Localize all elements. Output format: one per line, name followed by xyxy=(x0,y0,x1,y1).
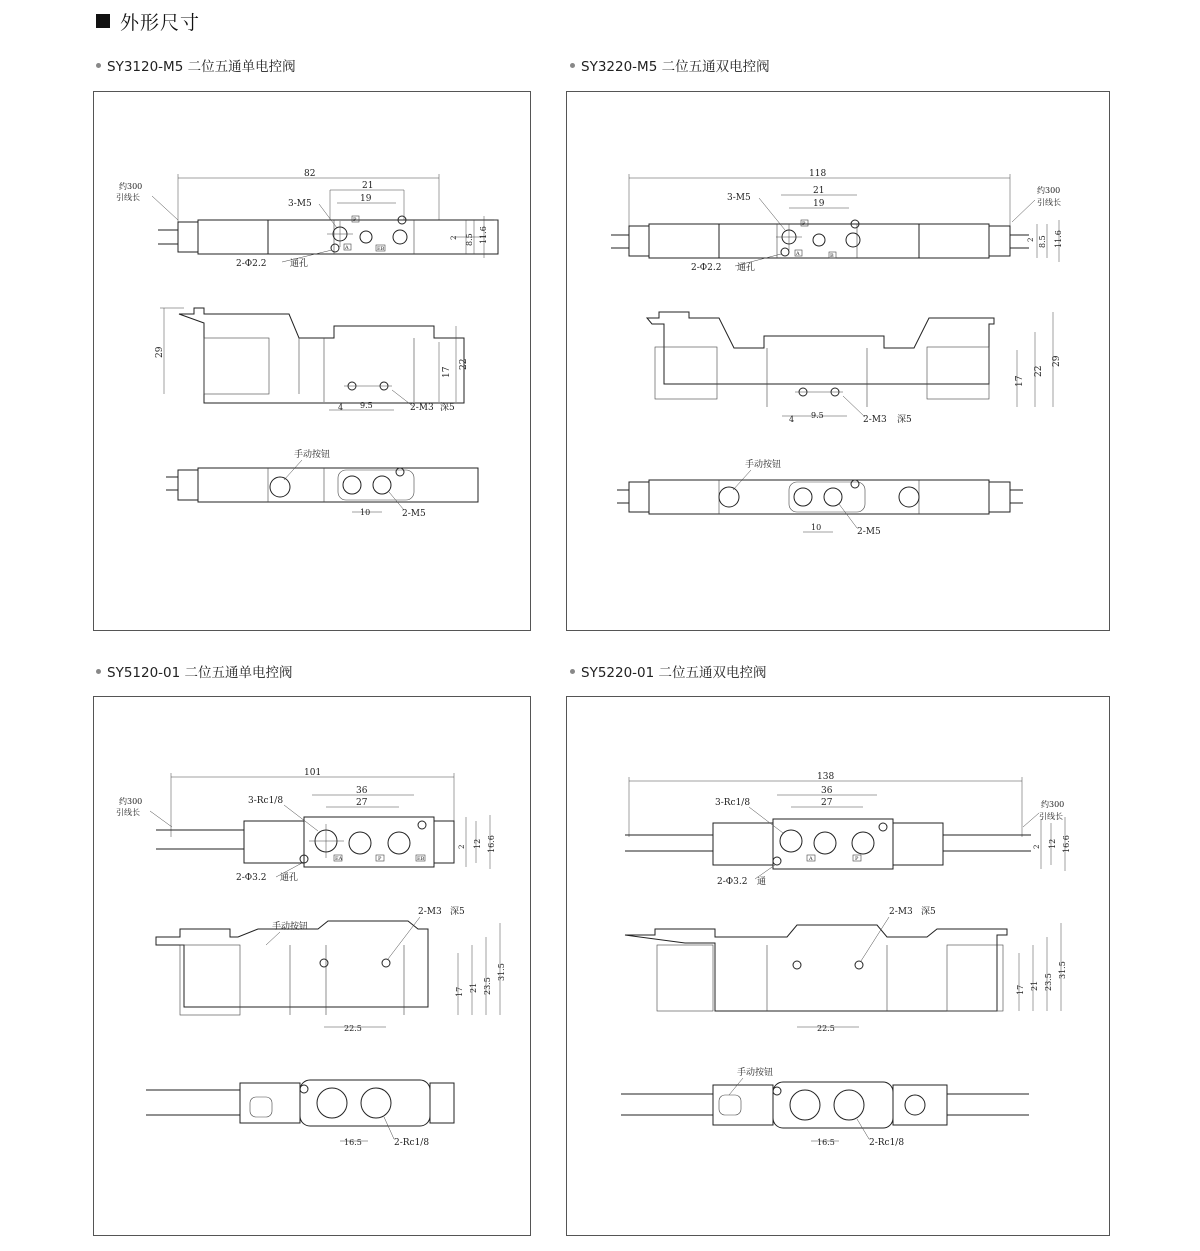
dim-overall: 82 xyxy=(304,169,316,179)
drawing-sy3220 xyxy=(567,92,1111,632)
svg-text:A: A xyxy=(796,251,800,257)
svg-text:约300: 约300 xyxy=(1041,800,1065,809)
svg-text:31.5: 31.5 xyxy=(497,963,506,981)
section-title: 外形尺寸 xyxy=(120,11,201,34)
svg-text:2-Φ3.2: 2-Φ3.2 xyxy=(236,873,267,883)
svg-text:深5: 深5 xyxy=(450,907,465,917)
svg-text:手动按钮: 手动按钮 xyxy=(272,922,309,932)
svg-text:通: 通 xyxy=(757,877,767,887)
svg-text:36: 36 xyxy=(821,786,833,796)
svg-text:2: 2 xyxy=(1033,844,1041,849)
svg-text:2: 2 xyxy=(458,844,466,849)
bottom-view xyxy=(617,458,1023,537)
svg-text:29: 29 xyxy=(1052,355,1062,367)
svg-text:16.6: 16.6 xyxy=(487,835,496,853)
bottom-view xyxy=(166,448,478,519)
top-view xyxy=(116,768,496,883)
drawing-sy5120 xyxy=(94,697,532,1237)
svg-text:通孔: 通孔 xyxy=(280,873,299,883)
svg-text:2-Rc1/8: 2-Rc1/8 xyxy=(394,1138,430,1148)
ports-callout: 3-M5 xyxy=(288,199,312,209)
svg-text:深5: 深5 xyxy=(440,403,455,413)
svg-text:23.5: 23.5 xyxy=(1044,973,1053,991)
mount-callout: 2-M3 xyxy=(410,403,434,413)
svg-text:引线长: 引线长 xyxy=(116,808,140,817)
svg-text:27: 27 xyxy=(356,798,368,808)
svg-text:22: 22 xyxy=(459,358,469,370)
svg-text:31.5: 31.5 xyxy=(1058,961,1067,979)
svg-text:22.5: 22.5 xyxy=(344,1024,362,1033)
svg-text:12: 12 xyxy=(473,838,482,849)
svg-text:手动按钮: 手动按钮 xyxy=(745,460,782,470)
svg-text:10: 10 xyxy=(360,508,371,517)
svg-text:23.5: 23.5 xyxy=(483,977,492,995)
svg-text:P: P xyxy=(802,221,806,227)
svg-text:16.5: 16.5 xyxy=(817,1138,835,1147)
svg-text:P: P xyxy=(378,856,382,862)
svg-text:2: 2 xyxy=(450,235,458,240)
svg-text:A: A xyxy=(345,245,349,251)
section-header xyxy=(96,8,200,34)
svg-text:101: 101 xyxy=(304,768,322,778)
svg-text:4: 4 xyxy=(789,415,795,424)
svg-text:10: 10 xyxy=(811,523,822,532)
svg-text:通孔: 通孔 xyxy=(737,263,756,273)
svg-text:通孔: 通孔 xyxy=(290,259,309,269)
svg-text:17: 17 xyxy=(455,986,464,997)
svg-text:9.5: 9.5 xyxy=(360,401,373,410)
svg-text:19: 19 xyxy=(360,194,372,204)
top-view xyxy=(611,169,1063,273)
bullet-icon xyxy=(570,63,575,68)
svg-text:B: B xyxy=(830,253,834,259)
svg-text:17: 17 xyxy=(1016,984,1025,995)
svg-text:2-M5: 2-M5 xyxy=(857,527,881,537)
svg-text:深5: 深5 xyxy=(897,415,912,425)
svg-text:2-M3: 2-M3 xyxy=(863,415,887,425)
svg-text:8.5: 8.5 xyxy=(1038,235,1047,248)
svg-text:21: 21 xyxy=(469,982,478,993)
svg-text:11.6: 11.6 xyxy=(1054,230,1063,248)
svg-text:P: P xyxy=(855,856,859,862)
svg-text:2-M3: 2-M3 xyxy=(418,907,442,917)
drawing-panel-sy5220 xyxy=(566,696,1110,1236)
side-view xyxy=(625,906,1067,1033)
svg-text:17: 17 xyxy=(1015,375,1025,387)
svg-text:2-Φ3.2: 2-Φ3.2 xyxy=(717,877,748,887)
panel-label-sy5120: SY5120-01 二位五通单电控阀 xyxy=(96,661,293,681)
panel-label-sy3220: SY3220-M5 二位五通双电控阀 xyxy=(570,55,770,75)
side-view xyxy=(647,312,1062,425)
svg-text:29: 29 xyxy=(155,346,165,358)
svg-text:引线长: 引线长 xyxy=(116,193,140,202)
drawing-sy3120 xyxy=(94,92,532,632)
drawing-panel-sy5120 xyxy=(93,696,531,1236)
svg-text:16.5: 16.5 xyxy=(344,1138,362,1147)
bullet-icon xyxy=(96,669,101,674)
bullet-icon xyxy=(96,63,101,68)
svg-text:3-M5: 3-M5 xyxy=(727,193,751,203)
svg-text:19: 19 xyxy=(813,199,825,209)
svg-text:2-Φ2.2: 2-Φ2.2 xyxy=(691,263,722,273)
svg-text:21: 21 xyxy=(1030,980,1039,991)
svg-text:27: 27 xyxy=(821,798,833,808)
svg-text:EB: EB xyxy=(417,856,425,862)
side-view xyxy=(156,906,506,1033)
svg-text:引线长: 引线长 xyxy=(1039,812,1063,821)
svg-text:16.6: 16.6 xyxy=(1062,835,1071,853)
svg-text:A: A xyxy=(809,856,813,862)
bullet-icon xyxy=(570,669,575,674)
svg-text:21: 21 xyxy=(362,181,374,191)
header-square-icon xyxy=(96,14,110,28)
bottom-view xyxy=(146,1080,454,1148)
svg-text:22: 22 xyxy=(1034,365,1044,377)
top-view xyxy=(625,772,1071,887)
svg-text:约300: 约300 xyxy=(1037,186,1061,195)
ports2-callout: 2-M5 xyxy=(402,509,426,519)
svg-text:引线长: 引线长 xyxy=(1037,198,1061,207)
holes-callout: 2-Φ2.2 xyxy=(236,259,267,269)
svg-text:P: P xyxy=(353,217,357,223)
svg-text:11.6: 11.6 xyxy=(479,226,488,244)
svg-text:3-Rc1/8: 3-Rc1/8 xyxy=(248,796,284,806)
top-view xyxy=(116,169,498,269)
bottom-view xyxy=(621,1066,1029,1148)
svg-text:9.5: 9.5 xyxy=(811,411,824,420)
svg-text:2-Rc1/8: 2-Rc1/8 xyxy=(869,1138,905,1148)
svg-text:17: 17 xyxy=(442,366,452,378)
svg-text:约300: 约300 xyxy=(119,797,143,806)
svg-text:2-M3: 2-M3 xyxy=(889,907,913,917)
svg-text:EB: EB xyxy=(377,246,385,252)
svg-text:4: 4 xyxy=(338,403,344,412)
svg-text:138: 138 xyxy=(817,772,835,782)
drawing-panel-sy3120 xyxy=(93,91,531,631)
panel-label-sy5220: SY5220-01 二位五通双电控阀 xyxy=(570,661,767,681)
svg-text:12: 12 xyxy=(1048,838,1057,849)
drawing-panel-sy3220 xyxy=(566,91,1110,631)
svg-text:2: 2 xyxy=(1027,237,1035,242)
svg-text:深5: 深5 xyxy=(921,907,936,917)
svg-text:3-Rc1/8: 3-Rc1/8 xyxy=(715,798,751,808)
svg-text:118: 118 xyxy=(809,169,827,179)
svg-text:EA: EA xyxy=(335,856,343,862)
side-view xyxy=(155,308,469,413)
svg-text:36: 36 xyxy=(356,786,368,796)
manual-button-callout: 手动按钮 xyxy=(294,450,331,460)
wire-callout: 约300 xyxy=(119,182,143,191)
drawing-sy5220 xyxy=(567,697,1111,1237)
svg-text:21: 21 xyxy=(813,186,825,196)
svg-text:8.5: 8.5 xyxy=(465,233,474,246)
svg-text:22.5: 22.5 xyxy=(817,1024,835,1033)
panel-label-sy3120: SY3120-M5 二位五通单电控阀 xyxy=(96,55,296,75)
svg-text:手动按钮: 手动按钮 xyxy=(737,1068,774,1078)
